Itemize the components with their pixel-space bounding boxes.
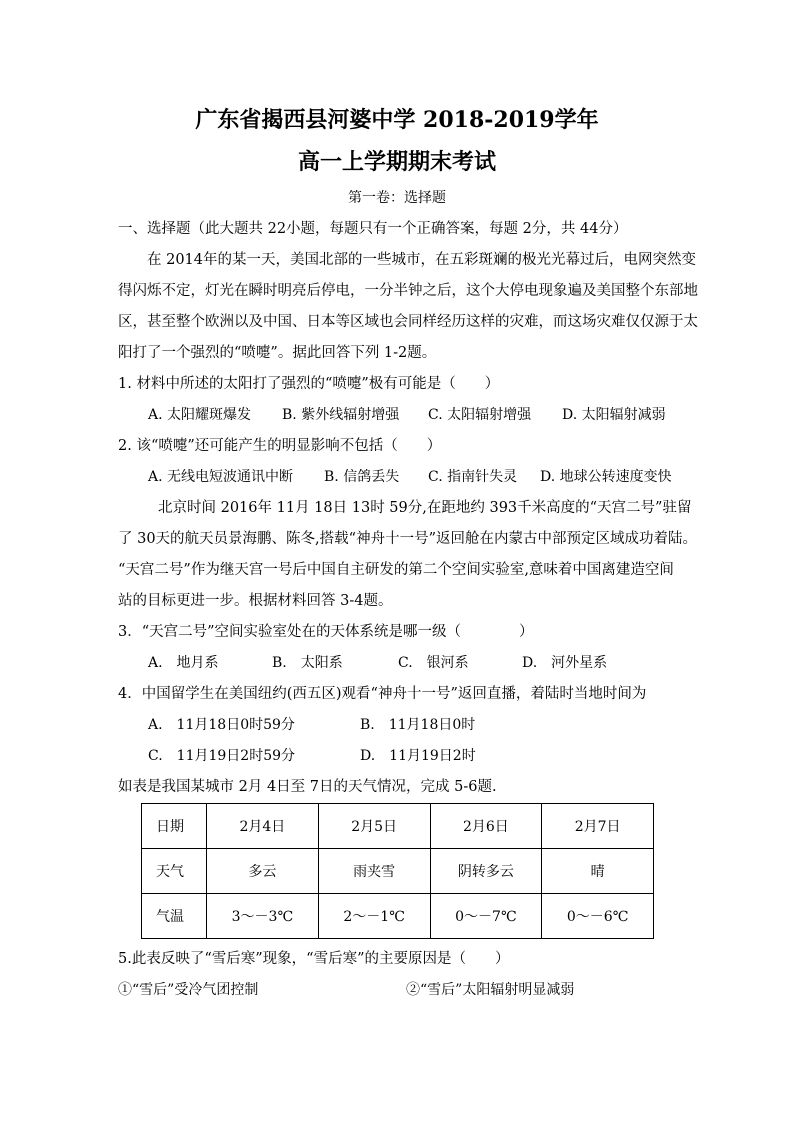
- table-cell: 2～－1℃: [318, 894, 430, 939]
- passage2-line: 了 30天的航天员景海鹏、陈冬,搭载“神舟十一号”返回舱在内蒙古中部预定区域成功着陆。: [118, 531, 697, 547]
- passage1-line: 阳打了一个强烈的“喷嚏”。据此回答下列 1-2题。: [118, 345, 437, 361]
- question-1-option-a: A. 太阳耀斑爆发: [148, 407, 252, 423]
- exam-title-line1: 广东省揭西县河婆中学 2018-2019学年: [195, 107, 599, 133]
- question-2-option-d: D. 地球公转速度变快: [540, 469, 672, 485]
- table-cell: 晴: [542, 849, 654, 894]
- table-cell: 阴转多云: [430, 849, 542, 894]
- weather-table: [141, 803, 654, 939]
- question-1-option-c: C. 太阳辐射增强: [428, 407, 532, 423]
- passage1-line: 在 2014年的某一天，美国北部的一些城市，在五彩斑斓的极光光幕过后，电网突然变: [147, 252, 697, 268]
- table-cell: 日期: [142, 804, 207, 849]
- question-1-option-d: D. 太阳辐射减弱: [562, 407, 666, 423]
- question-4-option-b: B. 11月18日0时: [360, 717, 476, 733]
- question-1-option-b: B. 紫外线辐射增强: [282, 407, 400, 423]
- passage2-line: 站的目标更进一步。根据材料回答 3-4题。: [118, 593, 393, 609]
- question-3-stem: 3．“天宫二号”空间实验室处在的天体系统是哪一级（ ）: [118, 624, 534, 640]
- question-4-stem: 4．中国留学生在美国纽约(西五区)观看“神舟十一号”返回直播，着陆时当地时间为: [118, 686, 647, 702]
- passage1-line: 得闪烁不定，灯光在瞬时明亮后停电，一分半钟之后，这个大停电现象遍及美国整个东部地: [118, 283, 698, 299]
- table-cell: 2月6日: [430, 804, 542, 849]
- question-2-option-a: A. 无线电短波通讯中断: [148, 469, 294, 485]
- question-3-option-b: B. 太阳系: [272, 655, 343, 671]
- passage2-line: 北京时间 2016年 11月 18日 13时 59分,在距地约 393千米高度的“天宫二号”驻留: [158, 500, 692, 516]
- table-cell: 天气: [142, 849, 207, 894]
- question-3-option-c: C. 银河系: [398, 655, 469, 671]
- passage1-line: 区，甚至整个欧洲以及中国、日本等区域也会同样经历这样的灾难，而这场灾难仅仅源于太: [118, 314, 698, 330]
- table-cell: 雨夹雪: [318, 849, 430, 894]
- table-cell: 气温: [142, 894, 207, 939]
- section-heading: 一、选择题（此大题共 22小题，每题只有一个正确答案，每题 2分，共 44分）: [118, 221, 628, 237]
- question-5-item-2: ②“雪后”太阳辐射明显减弱: [406, 982, 575, 998]
- question-4-option-d: D. 11月19日2时: [360, 748, 476, 764]
- volume-label: 第一卷：选择题: [348, 190, 446, 206]
- question-4-option-a: A. 11月18日0时59分: [148, 717, 295, 733]
- question-5-item-1: ①“雪后”受冷气团控制: [118, 982, 259, 998]
- table-intro: 如表是我国某城市 2月 4日至 7日的天气情况，完成 5-6题.: [118, 779, 497, 795]
- question-3-option-d: D. 河外星系: [522, 655, 608, 671]
- question-2-option-c: C. 指南针失灵: [428, 469, 518, 485]
- table-row: [142, 849, 654, 894]
- question-2-option-b: B. 信鸽丢失: [324, 469, 400, 485]
- table-row: [142, 894, 654, 939]
- question-1-stem: 1. 材料中所述的太阳打了强烈的“喷嚏”极有可能是（ ）: [118, 376, 500, 392]
- table-cell: 2月4日: [207, 804, 319, 849]
- table-cell: 2月7日: [542, 804, 654, 849]
- table-cell: 3～－3℃: [207, 894, 319, 939]
- table-cell: 0～－7℃: [430, 894, 542, 939]
- question-2-stem: 2. 该“喷嚏”还可能产生的明显影响不包括（ ）: [118, 438, 442, 454]
- table-row: [142, 804, 654, 849]
- passage2-line: “天宫二号”作为继天宫一号后中国自主研发的第二个空间实验室,意味着中国离建造空间: [118, 562, 674, 578]
- question-4-option-c: C. 11月19日2时59分: [148, 748, 296, 764]
- question-5-stem: 5.此表反映了“雪后寒”现象，“雪后寒”的主要原因是（ ）: [118, 951, 510, 967]
- question-3-option-a: A. 地月系: [148, 655, 219, 671]
- exam-title-line2: 高一上学期期末考试: [297, 149, 496, 175]
- table-cell: 2月5日: [318, 804, 430, 849]
- table-cell: 多云: [207, 849, 319, 894]
- table-cell: 0～－6℃: [542, 894, 654, 939]
